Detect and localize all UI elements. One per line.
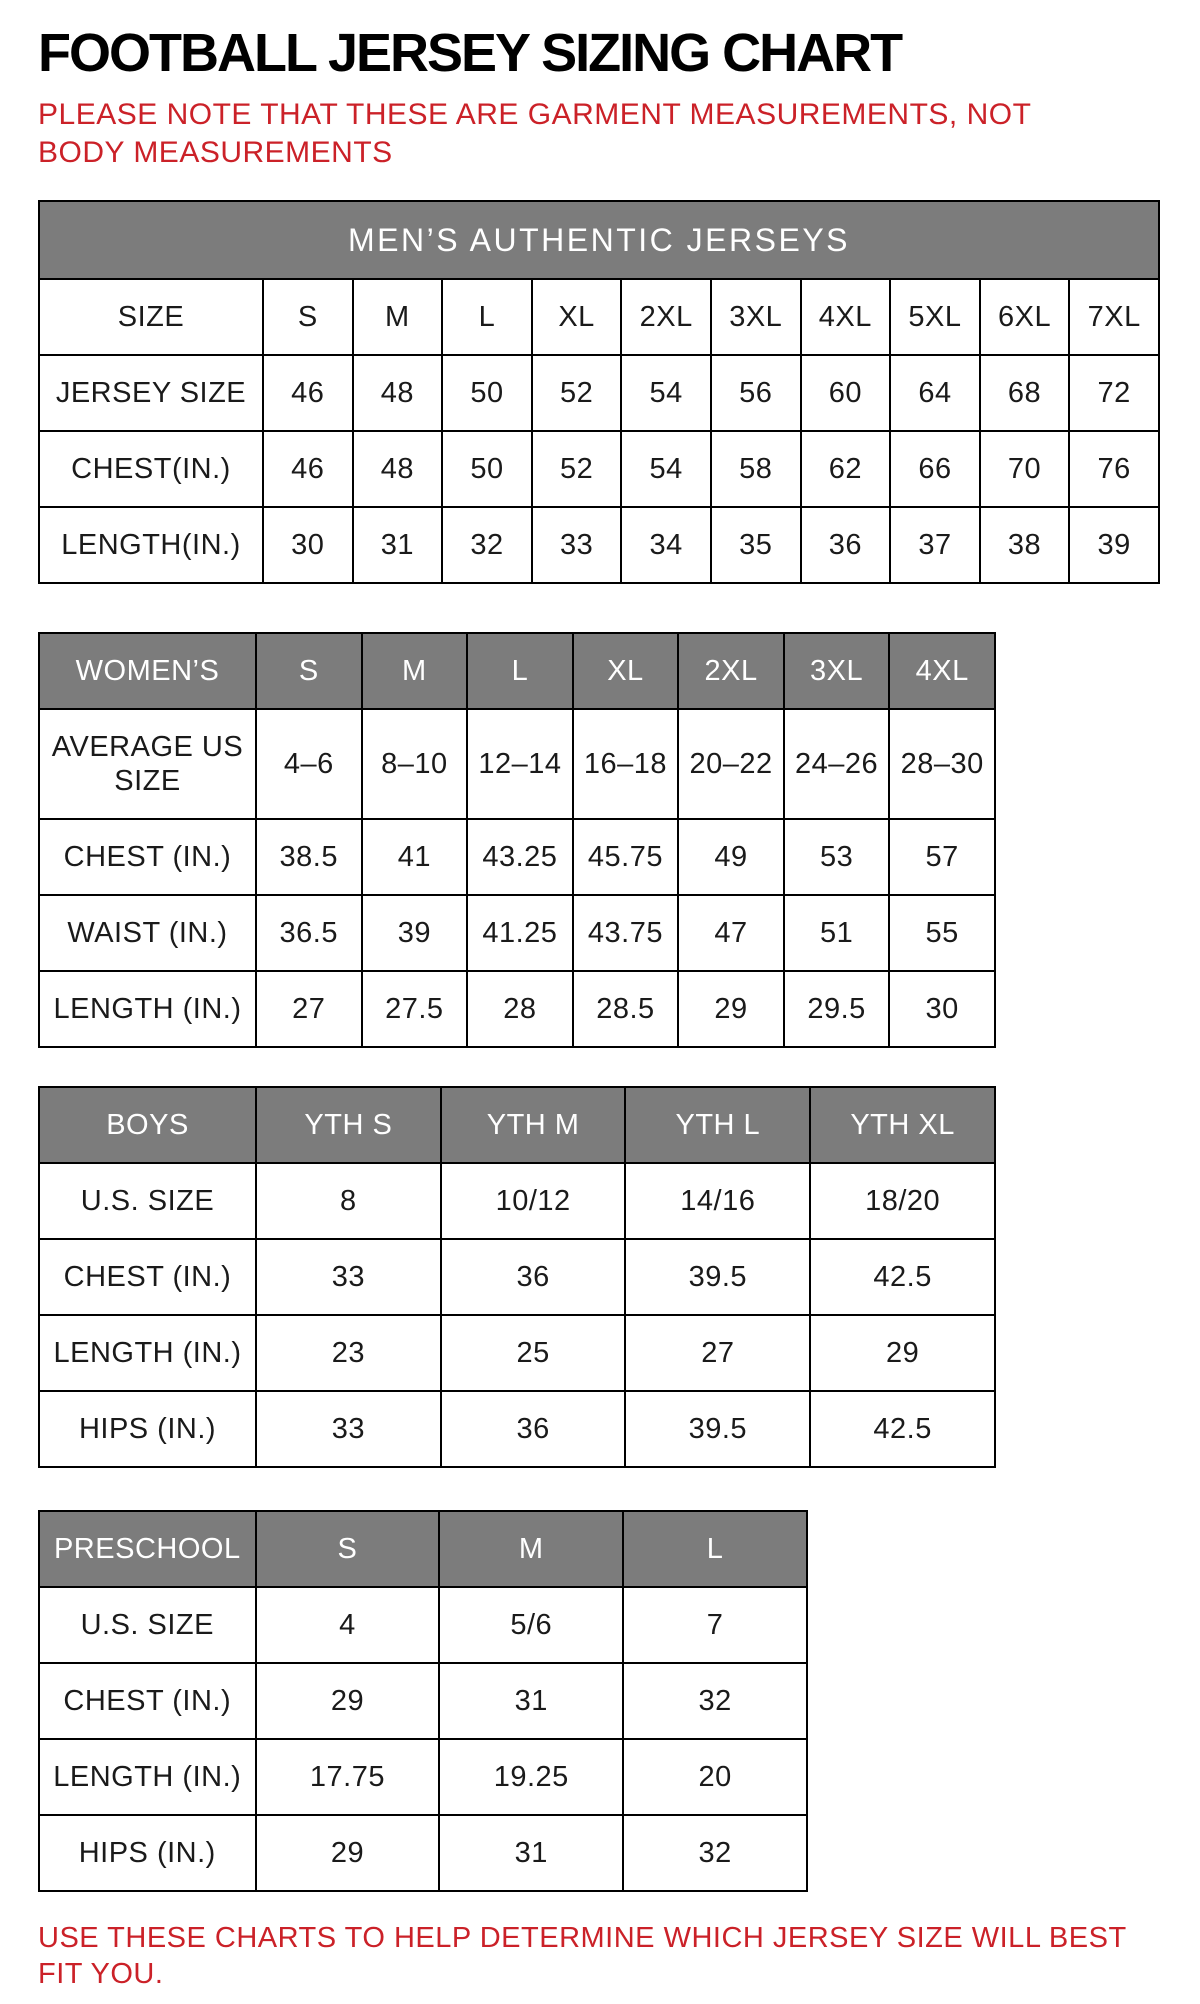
value-cell: 38.5 [256,819,362,895]
table-title: MEN’S AUTHENTIC JERSEYS [39,201,1159,279]
value-cell: S [263,279,353,355]
value-cell: 30 [889,971,995,1047]
value-cell: 72 [1069,355,1159,431]
value-cell: 60 [801,355,891,431]
value-cell: 48 [353,355,443,431]
value-cell: M [353,279,443,355]
value-cell: 55 [889,895,995,971]
value-cell: 64 [890,355,980,431]
value-cell: 29 [256,1815,440,1891]
value-cell: 43.75 [573,895,679,971]
value-cell: 70 [980,431,1070,507]
value-cell: 35 [711,507,801,583]
preschool-grid [38,1510,808,1892]
value-cell: 4XL [801,279,891,355]
value-cell: 31 [353,507,443,583]
value-cell: 50 [442,431,532,507]
value-cell: 39.5 [625,1239,810,1315]
value-cell: 51 [784,895,890,971]
value-cell: 58 [711,431,801,507]
value-cell: 5XL [890,279,980,355]
column-header-cell: M [362,633,468,709]
value-cell: 54 [621,431,711,507]
value-cell: 76 [1069,431,1159,507]
value-cell: 6XL [980,279,1070,355]
value-cell: 53 [784,819,890,895]
value-cell: 41 [362,819,468,895]
row-label-cell: HIPS (IN.) [39,1815,256,1891]
value-cell: 20 [623,1739,807,1815]
row-label-cell: HIPS (IN.) [39,1391,256,1467]
row-label-cell: LENGTH (IN.) [39,1315,256,1391]
value-cell: 54 [621,355,711,431]
value-cell: 33 [532,507,622,583]
table-row [39,1815,807,1891]
value-cell: 7 [623,1587,807,1663]
value-cell: L [442,279,532,355]
value-cell: 14/16 [625,1163,810,1239]
table-row [39,1163,995,1239]
table-row [39,1315,995,1391]
value-cell: 34 [621,507,711,583]
value-cell: 46 [263,355,353,431]
boys-table [38,1086,996,1468]
row-label-cell: LENGTH (IN.) [39,971,256,1047]
table-row [39,895,995,971]
value-cell: 29.5 [784,971,890,1047]
value-cell: 36 [441,1391,626,1467]
value-cell: 29 [810,1315,995,1391]
value-cell: 52 [532,431,622,507]
table-header-row [39,1511,807,1587]
value-cell: 41.25 [467,895,573,971]
row-label-cell: LENGTH (IN.) [39,1739,256,1815]
column-header-cell: 4XL [889,633,995,709]
column-header-cell: YTH S [256,1087,441,1163]
value-cell: 28–30 [889,709,995,819]
value-cell: 36.5 [256,895,362,971]
table-row [39,1587,807,1663]
table-row [39,709,995,819]
value-cell: 46 [263,431,353,507]
value-cell: 38 [980,507,1070,583]
table-row [39,1663,807,1739]
value-cell: 17.75 [256,1739,440,1815]
mens-authentic-jerseys-table [38,200,1160,584]
table-title-cell: WOMEN’S [39,633,256,709]
value-cell: 4–6 [256,709,362,819]
row-label-cell: CHEST(IN.) [39,431,263,507]
value-cell: 28.5 [573,971,679,1047]
value-cell: 27 [256,971,362,1047]
value-cell: 10/12 [441,1163,626,1239]
mens-authentic-jerseys-grid [38,200,1160,584]
value-cell: XL [532,279,622,355]
row-label-cell: SIZE [39,279,263,355]
value-cell: 56 [711,355,801,431]
boys-grid [38,1086,996,1468]
table-row [39,431,1159,507]
value-cell: 50 [442,355,532,431]
column-header-cell: XL [573,633,679,709]
table-row [39,819,995,895]
value-cell: 39 [1069,507,1159,583]
table-title-cell: PRESCHOOL [39,1511,256,1587]
row-label-cell: U.S. SIZE [39,1163,256,1239]
value-cell: 28 [467,971,573,1047]
value-cell: 57 [889,819,995,895]
value-cell: 4 [256,1587,440,1663]
value-cell: 36 [441,1239,626,1315]
row-label-cell: CHEST (IN.) [39,1239,256,1315]
value-cell: 68 [980,355,1070,431]
column-header-cell: 2XL [678,633,784,709]
value-cell: 32 [623,1663,807,1739]
table-row [39,355,1159,431]
value-cell: 27.5 [362,971,468,1047]
value-cell: 47 [678,895,784,971]
table-row [39,507,1159,583]
value-cell: 45.75 [573,819,679,895]
value-cell: 5/6 [439,1587,623,1663]
value-cell: 24–26 [784,709,890,819]
value-cell: 33 [256,1239,441,1315]
value-cell: 8–10 [362,709,468,819]
value-cell: 27 [625,1315,810,1391]
value-cell: 29 [678,971,784,1047]
value-cell: 48 [353,431,443,507]
value-cell: 16–18 [573,709,679,819]
value-cell: 31 [439,1815,623,1891]
value-cell: 32 [442,507,532,583]
value-cell: 52 [532,355,622,431]
value-cell: 29 [256,1663,440,1739]
value-cell: 3XL [711,279,801,355]
value-cell: 31 [439,1663,623,1739]
row-label-cell: WAIST (IN.) [39,895,256,971]
value-cell: 49 [678,819,784,895]
value-cell: 42.5 [810,1391,995,1467]
table-row [39,971,995,1047]
page-title: FOOTBALL JERSEY SIZING CHART [38,23,902,83]
row-label-cell: AVERAGE US SIZE [39,709,256,819]
value-cell: 66 [890,431,980,507]
table-header-row [39,633,995,709]
value-cell: 2XL [621,279,711,355]
column-header-cell: S [256,1511,440,1587]
table-title-row [39,201,1159,279]
column-header-cell: 3XL [784,633,890,709]
value-cell: 33 [256,1391,441,1467]
column-header-cell: S [256,633,362,709]
footer-note: USE THESE CHARTS TO HELP DETERMINE WHICH JERSEY SIZE WILL BEST FIT YOU. [38,1922,1127,1991]
value-cell: 12–14 [467,709,573,819]
preschool-table [38,1510,808,1892]
value-cell: 30 [263,507,353,583]
table-row [39,1391,995,1467]
value-cell: 20–22 [678,709,784,819]
column-header-cell: M [439,1511,623,1587]
value-cell: 8 [256,1163,441,1239]
column-header-cell: L [467,633,573,709]
row-label-cell: U.S. SIZE [39,1587,256,1663]
column-header-cell: YTH M [441,1087,626,1163]
value-cell: 62 [801,431,891,507]
table-row [39,1739,807,1815]
column-header-cell: L [623,1511,807,1587]
row-label-cell: CHEST (IN.) [39,1663,256,1739]
value-cell: 23 [256,1315,441,1391]
value-cell: 18/20 [810,1163,995,1239]
value-cell: 37 [890,507,980,583]
column-header-cell: YTH L [625,1087,810,1163]
value-cell: 19.25 [439,1739,623,1815]
value-cell: 32 [623,1815,807,1891]
table-row [39,1239,995,1315]
value-cell: 39.5 [625,1391,810,1467]
womens-table [38,632,996,1048]
womens-grid [38,632,996,1048]
column-header-cell: YTH XL [810,1087,995,1163]
value-cell: 7XL [1069,279,1159,355]
row-label-cell: LENGTH(IN.) [39,507,263,583]
row-label-cell: JERSEY SIZE [39,355,263,431]
value-cell: 25 [441,1315,626,1391]
table-header-row [39,1087,995,1163]
value-cell: 42.5 [810,1239,995,1315]
row-label-cell: CHEST (IN.) [39,819,256,895]
value-cell: 43.25 [467,819,573,895]
table-row [39,279,1159,355]
table-title-cell: BOYS [39,1087,256,1163]
value-cell: 39 [362,895,468,971]
value-cell: 36 [801,507,891,583]
disclaimer-text: PLEASE NOTE THAT THESE ARE GARMENT MEASUREMENTS, NOT BODY MEASUREMENTS [38,98,1031,170]
